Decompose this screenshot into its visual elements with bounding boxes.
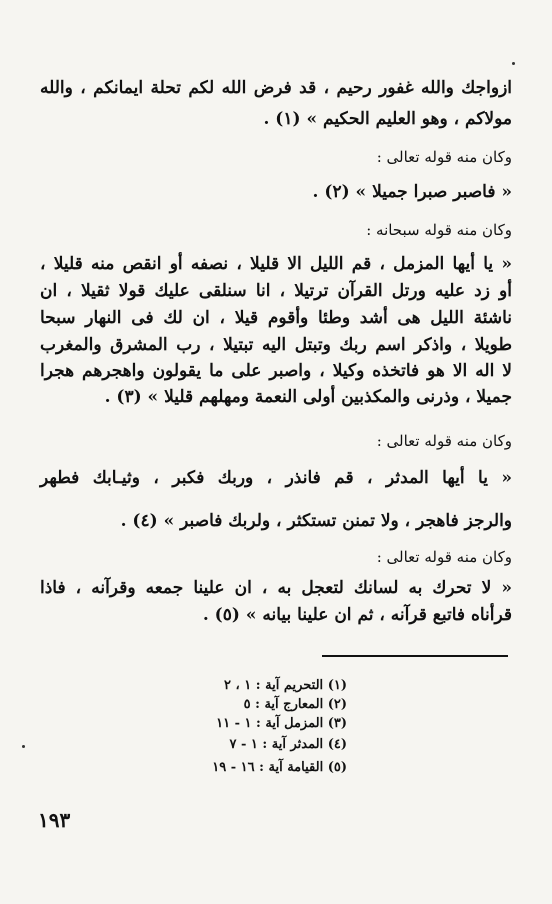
footnote-4: (٤) المدثر آية : ١ - ٧ [229,737,347,752]
intro-3: وكان منه قوله سبحانه : [366,221,512,239]
scan-speck [512,62,515,65]
paragraph-3-line-3: ناشئة الليل هى أشد وطئا وأقوم قيلا ، ان لك فى النهار سبحا [40,308,512,328]
footnote-2: (٢) المعارج آية : ٥ [243,697,347,712]
footnote-3: (٣) المزمل آية : ١ - ١١ [216,716,347,731]
intro-4: وكان منه قوله تعالى : [376,432,512,450]
paragraph-3-line-6: جميلا ، وذرنى والمكذبين أولى النعمة ومهلهم قليلا » (٣) . [104,387,512,407]
paragraph-3-line-2: أو زد عليه ورتل القرآن ترتيلا ، انا سنلقى عليك قولا ثقيلا ، ان [40,281,512,301]
page-number: ١٩٣ [38,808,71,832]
paragraph-3-line-5: لا اله الا هو فاتخذه وكيلا ، واصبر على ما يقولون واهجرهم هجرا [40,361,512,381]
scan-speck [22,745,25,748]
paragraph-1-line-1: ازواجك والله غفور رحيم ، قد فرض الله لكم تحلة ايمانكم ، والله [40,78,512,98]
paragraph-4-line-1: « يا أيها المدثر ، قم فانذر ، وربك فكبر ، وثيـابك فطهر [40,468,512,488]
quote-2: « فاصبر صبرا جميلا » (٢) . [312,182,512,202]
paragraph-1-line-2: مولاكم ، وهو العليم الحكيم » (١) . [263,109,512,129]
footnote-1: (١) التحريم آية : ١ ، ٢ [224,678,347,693]
footnote-5: (٥) القيامة آية : ١٦ - ١٩ [212,760,347,775]
intro-5: وكان منه قوله تعالى : [376,548,512,566]
paragraph-4-line-2: والرجز فاهجر ، ولا تمنن تستكثر ، ولربك فاصبر » (٤) . [120,511,512,531]
paragraph-5-line-2: قرأناه فاتبع قرآنه ، ثم ان علينا بيانه » (٥) . [202,605,512,625]
footnote-separator [322,655,508,657]
paragraph-3-line-4: طويلا ، واذكر اسم ربك وتبتل اليه تبتيلا ، رب المشرق والمغرب [40,335,512,355]
paragraph-3-line-1: « يا أيها المزمل ، قم الليل الا قليلا ، نصفه أو انقص منه قليلا ، [40,254,512,274]
intro-2: وكان منه قوله تعالى : [376,148,512,166]
paragraph-5-line-1: « لا تحرك به لسانك لتعجل به ، ان علينا جمعه وقرآنه ، فاذا [40,578,512,598]
